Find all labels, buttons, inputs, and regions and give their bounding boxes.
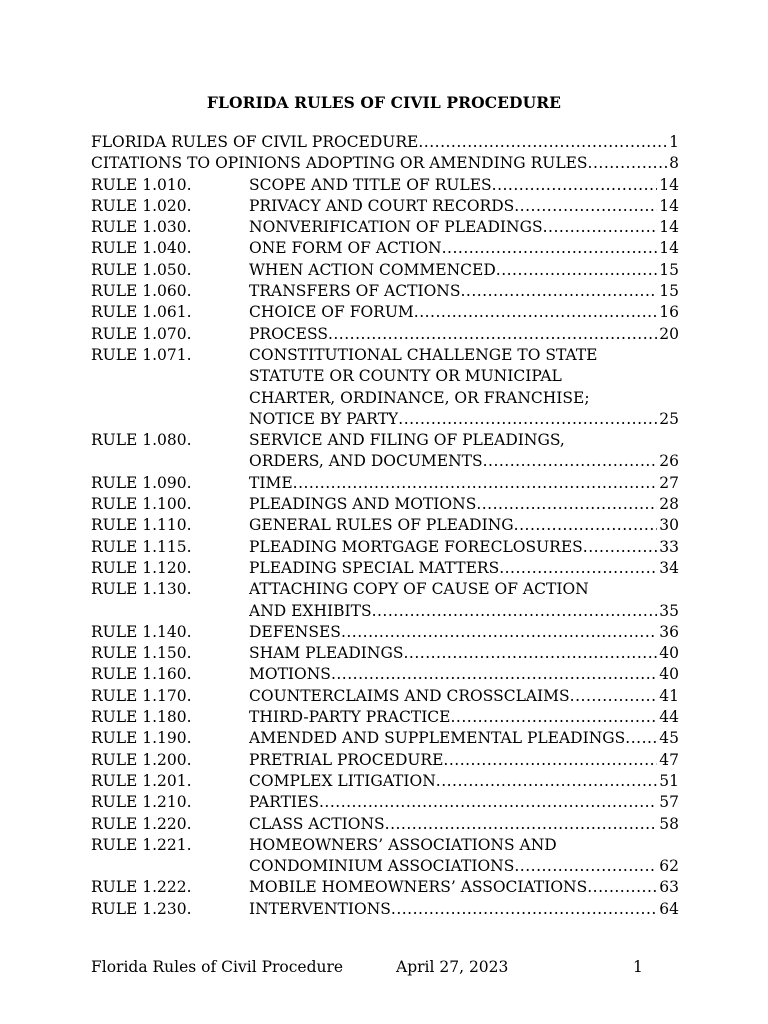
toc-dot-leader [499, 558, 657, 579]
toc-rule-number: RULE 1.060. [91, 282, 192, 301]
toc-entry [91, 877, 679, 898]
toc-entry-title: COMPLEX LITIGATION [249, 771, 436, 790]
toc-entry-continuation [91, 366, 679, 387]
toc-entry-title: SERVICE AND FILING OF PLEADINGS, [249, 431, 565, 450]
toc-page-number: 27 [659, 473, 679, 492]
toc-entry-title: PARTIES [249, 793, 319, 812]
table-of-contents [91, 132, 679, 920]
toc-rule-number: RULE 1.040. [91, 239, 192, 258]
toc-entry [91, 750, 679, 771]
toc-rule-number: RULE 1.050. [91, 260, 192, 279]
toc-page-number: 15 [659, 282, 679, 301]
toc-entry [91, 835, 679, 856]
toc-rule-number: RULE 1.201. [91, 771, 192, 790]
footer-document-title: Florida Rules of Civil Procedure [91, 958, 344, 976]
toc-entry [91, 643, 679, 664]
toc-dot-leader [496, 260, 658, 281]
toc-dot-leader [625, 728, 657, 749]
toc-entry [91, 728, 679, 749]
toc-entry [91, 153, 679, 174]
toc-entry [91, 686, 679, 707]
toc-page-number: 15 [659, 260, 679, 279]
toc-entry-title: AND EXHIBITS [249, 601, 372, 620]
toc-entry [91, 792, 679, 813]
toc-dot-leader [514, 196, 657, 217]
toc-entry-title: CONDOMINIUM ASSOCIATIONS [249, 857, 515, 876]
page-title: FLORIDA RULES OF CIVIL PROCEDURE [206, 93, 562, 112]
toc-entry [91, 537, 679, 558]
toc-entry-title: DEFENSES [249, 622, 341, 641]
toc-entry-title: ONE FORM OF ACTION [249, 239, 442, 258]
toc-entry [91, 260, 679, 281]
toc-entry [91, 494, 679, 515]
toc-dot-leader [385, 814, 658, 835]
toc-entry [91, 324, 679, 345]
toc-entry-title: CONSTITUTIONAL CHALLENGE TO STATE [249, 345, 598, 364]
toc-page-number: 40 [659, 644, 679, 663]
toc-rule-number: RULE 1.070. [91, 324, 192, 343]
toc-rule-number: RULE 1.150. [91, 644, 192, 663]
footer-page-number: 1 [633, 958, 643, 976]
toc-rule-number: RULE 1.020. [91, 196, 192, 215]
toc-page-number: 34 [659, 558, 679, 577]
toc-rule-number: RULE 1.120. [91, 558, 192, 577]
toc-page-number: 14 [659, 196, 679, 215]
toc-rule-number: RULE 1.160. [91, 665, 192, 684]
toc-page-number: 28 [659, 495, 679, 514]
toc-dot-leader [442, 238, 658, 259]
toc-entry [91, 899, 679, 920]
toc-entry-title: INTERVENTIONS [249, 899, 391, 918]
toc-entry-continuation [91, 451, 679, 472]
toc-page-number: 14 [659, 218, 679, 237]
toc-page-number: 16 [659, 303, 679, 322]
toc-rule-number: RULE 1.071. [91, 345, 192, 364]
toc-rule-number: RULE 1.110. [91, 516, 192, 535]
toc-dot-leader [451, 707, 658, 728]
toc-page-number: 64 [659, 899, 679, 918]
toc-dot-leader [436, 771, 657, 792]
toc-entry-continuation [91, 856, 679, 877]
toc-dot-leader [492, 175, 658, 196]
toc-rule-number: RULE 1.061. [91, 303, 192, 322]
toc-page-number: 40 [659, 665, 679, 684]
toc-entry-title: NONVERIFICATION OF PLEADINGS [249, 218, 543, 237]
toc-entry-title: WHEN ACTION COMMENCED [249, 260, 496, 279]
toc-rule-number: RULE 1.190. [91, 729, 192, 748]
toc-page-number: 44 [659, 708, 679, 727]
toc-entry [91, 281, 679, 302]
toc-rule-number: RULE 1.010. [91, 175, 192, 194]
toc-dot-leader [372, 601, 658, 622]
toc-rule-number: RULE 1.230. [91, 899, 192, 918]
toc-rule-number: RULE 1.080. [91, 431, 192, 450]
toc-entry-title: CHARTER, ORDINANCE, OR FRANCHISE; [249, 388, 590, 407]
toc-dot-leader [418, 132, 667, 153]
toc-entry-title: CHOICE OF FORUM [249, 303, 414, 322]
toc-dot-leader [588, 153, 668, 174]
toc-page-number: 51 [659, 771, 679, 790]
toc-dot-leader [398, 409, 657, 430]
toc-page-number: 47 [659, 750, 679, 769]
toc-entry-title: ATTACHING COPY OF CAUSE OF ACTION [249, 580, 589, 599]
toc-entry-title: SHAM PLEADINGS [249, 644, 404, 663]
toc-entry [91, 345, 679, 366]
toc-entry-title: CITATIONS TO OPINIONS ADOPTING OR AMENDING RULES [91, 154, 588, 173]
toc-entry [91, 217, 679, 238]
toc-page-number: 30 [659, 516, 679, 535]
toc-entry-continuation [91, 388, 679, 409]
toc-entry [91, 196, 679, 217]
toc-page-number: 14 [659, 175, 679, 194]
toc-entry [91, 814, 679, 835]
toc-entry-title: ORDERS, AND DOCUMENTS [249, 452, 483, 471]
toc-entry-title: STATUTE OR COUNTY OR MUNICIPAL [249, 367, 562, 386]
toc-entry-title: MOTIONS [249, 665, 331, 684]
toc-page-number: 33 [659, 537, 679, 556]
toc-rule-number: RULE 1.221. [91, 835, 192, 854]
toc-rule-number: RULE 1.220. [91, 814, 192, 833]
toc-page-number: 41 [659, 686, 679, 705]
toc-dot-leader [460, 281, 657, 302]
toc-rule-number: RULE 1.030. [91, 218, 192, 237]
toc-entry-title: PLEADING MORTGAGE FORECLOSURES [249, 537, 583, 556]
toc-entry [91, 558, 679, 579]
toc-entry [91, 473, 679, 494]
toc-page-number: 8 [669, 154, 679, 173]
toc-rule-number: RULE 1.100. [91, 495, 192, 514]
toc-page-number: 36 [659, 622, 679, 641]
toc-entry [91, 238, 679, 259]
toc-dot-leader [328, 324, 657, 345]
toc-dot-leader [543, 217, 658, 238]
toc-rule-number: RULE 1.130. [91, 580, 192, 599]
toc-rule-number: RULE 1.090. [91, 473, 192, 492]
footer-date: April 27, 2023 [396, 958, 509, 976]
toc-entry-title: HOMEOWNERS’ ASSOCIATIONS AND [249, 835, 557, 854]
toc-rule-number: RULE 1.140. [91, 622, 192, 641]
toc-rule-number: RULE 1.180. [91, 708, 192, 727]
toc-rule-number: RULE 1.170. [91, 686, 192, 705]
toc-page-number: 62 [659, 857, 679, 876]
toc-entry-title: CLASS ACTIONS [249, 814, 385, 833]
toc-dot-leader [583, 537, 658, 558]
toc-dot-leader [514, 515, 658, 536]
toc-page-number: 57 [659, 793, 679, 812]
toc-dot-leader [391, 899, 657, 920]
toc-entry [91, 707, 679, 728]
toc-entry-title: THIRD-PARTY PRACTICE [249, 708, 451, 727]
toc-entry [91, 664, 679, 685]
toc-dot-leader [587, 877, 657, 898]
toc-dot-leader [319, 792, 657, 813]
toc-entry-title: GENERAL RULES OF PLEADING [249, 516, 514, 535]
toc-rule-number: RULE 1.222. [91, 878, 192, 897]
toc-entry [91, 579, 679, 600]
toc-page-number: 63 [659, 878, 679, 897]
toc-dot-leader [483, 451, 658, 472]
toc-entry-title: TIME [249, 473, 293, 492]
toc-dot-leader [570, 686, 658, 707]
toc-entry-title: PRIVACY AND COURT RECORDS [249, 196, 515, 215]
toc-entry-title: PLEADINGS AND MOTIONS [249, 495, 477, 514]
toc-entry-title: PLEADING SPECIAL MATTERS [249, 558, 500, 577]
toc-dot-leader [514, 856, 657, 877]
toc-entry [91, 430, 679, 451]
toc-entry-title: COUNTERCLAIMS AND CROSSCLAIMS [249, 686, 570, 705]
toc-dot-leader [331, 664, 657, 685]
toc-page-number: 25 [659, 409, 679, 428]
toc-entry-title: NOTICE BY PARTY [249, 409, 399, 428]
toc-entry-title: PRETRIAL PROCEDURE [249, 750, 444, 769]
toc-dot-leader [414, 302, 658, 323]
toc-entry [91, 515, 679, 536]
toc-page-number: 35 [659, 601, 679, 620]
toc-page-number: 26 [659, 452, 679, 471]
toc-rule-number: RULE 1.200. [91, 750, 192, 769]
toc-dot-leader [341, 622, 657, 643]
toc-rule-number: RULE 1.115. [91, 537, 192, 556]
toc-entry-title: PROCESS [249, 324, 328, 343]
toc-entry [91, 175, 679, 196]
toc-entry [91, 132, 679, 153]
toc-entry-continuation [91, 601, 679, 622]
toc-entry-title: MOBILE HOMEOWNERS’ ASSOCIATIONS [249, 878, 588, 897]
toc-page-number: 58 [659, 814, 679, 833]
toc-dot-leader [443, 750, 657, 771]
toc-entry [91, 771, 679, 792]
toc-page-number: 20 [659, 324, 679, 343]
toc-entry [91, 302, 679, 323]
toc-entry [91, 622, 679, 643]
toc-dot-leader [403, 643, 657, 664]
toc-entry-title: SCOPE AND TITLE OF RULES [249, 175, 492, 194]
toc-page-number: 45 [659, 729, 679, 748]
toc-dot-leader [476, 494, 657, 515]
toc-page-number: 14 [659, 239, 679, 258]
toc-entry-title: FLORIDA RULES OF CIVIL PROCEDURE [91, 133, 419, 151]
toc-entry-title: TRANSFERS OF ACTIONS [249, 282, 461, 301]
page-footer [91, 956, 651, 978]
toc-dot-leader [293, 473, 658, 494]
toc-entry-title: AMENDED AND SUPPLEMENTAL PLEADINGS [249, 729, 626, 748]
toc-page-number: 1 [669, 133, 679, 151]
toc-entry-continuation [91, 409, 679, 430]
toc-rule-number: RULE 1.210. [91, 793, 192, 812]
